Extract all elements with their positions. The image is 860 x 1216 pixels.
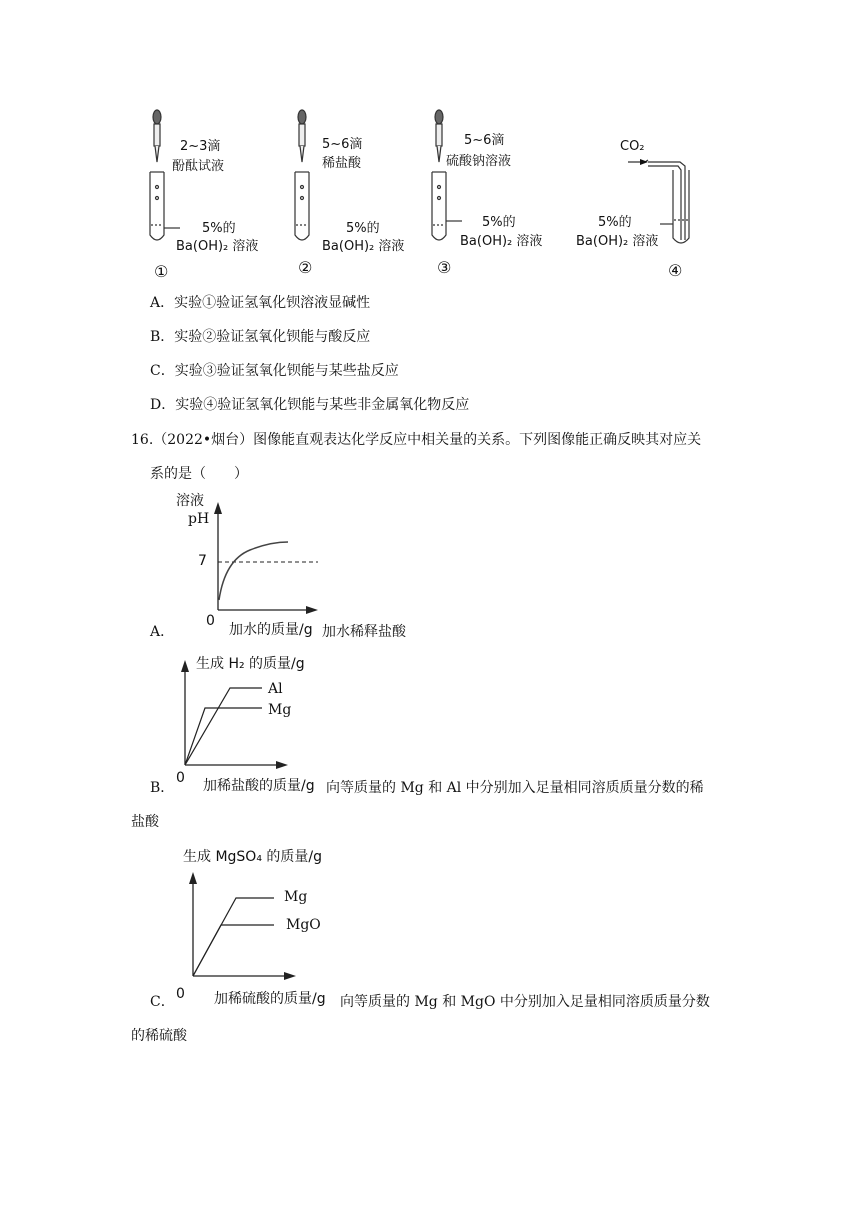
exp2-drop-line1: 5~6滴 [322, 137, 363, 152]
q15-option-d: D．实验④验证氢氧化钡能与某些非金属氧化物反应 [150, 397, 470, 413]
exp1-drop-line2: 酚酞试液 [172, 159, 225, 174]
mgo-line [193, 925, 274, 976]
dropper-2 [298, 110, 306, 162]
q15-option-a: A．实验①验证氢氧化钡溶液显碱性 [150, 295, 371, 311]
exp1-number: ① [154, 262, 169, 281]
mg-line [193, 898, 274, 976]
q16-stem-line1: 16.（2022•烟台）图像能直观表达化学反应中相关量的关系。下列图像能正确反映其对应关 [131, 432, 702, 448]
exp2-sol-line1: 5%的 [346, 221, 380, 236]
graph-a-origin: 0 [206, 613, 215, 629]
exp4-gas-label: CO₂ [620, 139, 645, 154]
exp2-drop-line2: 稀盐酸 [322, 156, 362, 171]
exp2-sol-line2: Ba(OH)₂ 溶液 [322, 239, 405, 254]
q16-option-c-letter: C． [150, 994, 175, 1010]
q16-stem-line2: 系的是（ ） [150, 466, 248, 482]
q16-option-c-desc-line2: 的稀硫酸 [131, 1028, 187, 1044]
graph-b-xlabel: 加稀盐酸的质量/g [203, 778, 315, 794]
mg-line [185, 708, 262, 765]
exp1-sol-line1: 5%的 [202, 221, 236, 236]
exp3-number: ③ [437, 258, 452, 277]
q16-option-b-desc-line1: 向等质量的 Mg 和 Al 中分别加入足量相同溶质质量分数的稀 [326, 780, 704, 796]
graph-a-ylabel2: pH [188, 511, 210, 527]
exp4-sol-line2: Ba(OH)₂ 溶液 [576, 234, 659, 249]
test-tube-2 [295, 172, 309, 240]
exp2-number: ② [298, 258, 313, 277]
exp1-drop-line1: 2~3滴 [180, 139, 221, 154]
test-tube-1 [150, 172, 180, 240]
exp1-sol-line2: Ba(OH)₂ 溶液 [176, 239, 259, 254]
exp3-drop-line1: 5~6滴 [464, 133, 505, 148]
q16-option-a-letter: A． [150, 624, 175, 640]
graph-b-series-mg: Mg [268, 702, 292, 718]
graph-c-series-mg: Mg [284, 889, 308, 905]
graph-c-xlabel: 加稀硫酸的质量/g [214, 991, 326, 1007]
graph-a-xlabel: 加水的质量/g [229, 622, 313, 638]
dropper-1 [153, 110, 161, 162]
graph-a-ylabel1: 溶液 [176, 493, 204, 509]
graph-a-tick-7: 7 [198, 553, 207, 569]
exp3-sol-line2: Ba(OH)₂ 溶液 [460, 234, 543, 249]
q16-option-b-desc-line2: 盐酸 [131, 814, 159, 830]
exp4-sol-line1: 5%的 [598, 215, 632, 230]
graph-c-series-mgo: MgO [286, 917, 321, 933]
q15-option-b: B．实验②验证氢氧化钡能与酸反应 [150, 329, 371, 345]
q16-option-c-desc-line1: 向等质量的 Mg 和 MgO 中分别加入足量相同溶质质量分数 [340, 994, 710, 1010]
experiment-illustrations [140, 100, 720, 290]
al-line [185, 688, 262, 765]
graph-c-origin: 0 [176, 986, 185, 1002]
test-tube-3 [432, 172, 462, 240]
graph-b-ylabel: 生成 H₂ 的质量/g [196, 656, 305, 672]
exp4-number: ④ [668, 261, 683, 280]
graph-c-ylabel: 生成 MgSO₄ 的质量/g [183, 849, 322, 865]
q16-option-a-desc: 加水稀释盐酸 [322, 624, 406, 640]
exp3-sol-line1: 5%的 [482, 215, 516, 230]
exp3-drop-line2: 硫酸钠溶液 [446, 154, 512, 169]
dropper-3 [435, 110, 443, 162]
graph-b-origin: 0 [176, 770, 185, 786]
q15-option-c: C．实验③验证氢氧化钡能与某些盐反应 [150, 363, 399, 379]
ph-curve [219, 542, 288, 600]
graph-b-series-al: Al [268, 681, 283, 697]
q16-option-b-letter: B． [150, 780, 175, 796]
